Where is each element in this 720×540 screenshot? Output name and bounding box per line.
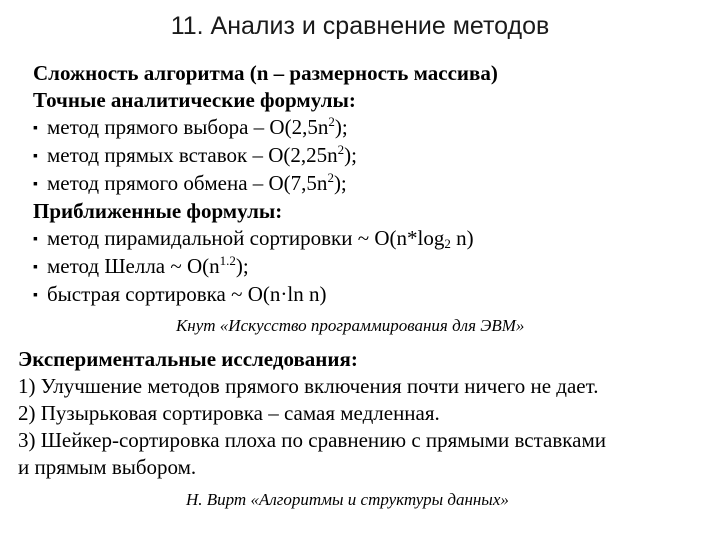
item-label: метод прямого обмена – [47,171,269,195]
knuth-citation: Кнут «Искусство программирования для ЭВМ» [176,316,525,335]
formula: O(2,5n [269,115,329,139]
exact-item-exchange [33,170,713,198]
slide-title: 11. Анализ и сравнение методов [170,12,550,40]
formula-subscript: 2 [444,236,451,251]
bullet-icon: ▪ [33,149,38,164]
item-label: метод пирамидальной сортировки ~ [47,226,375,250]
complexity-heading: Сложность алгоритма (n – размерность массива) [33,61,498,85]
experimental-item: 3) Шейкер-сортировка плоха по сравнению с прямыми вставками [18,428,606,452]
item-label: метод прямого выбора – [47,115,270,139]
approx-item-shell [33,253,713,281]
experimental-item: и прямым выбором. [18,455,197,479]
experimental-item: 1) Улучшение методов прямого включения почти ничего не дает. [18,374,599,398]
complexity-section [33,60,713,309]
wirth-citation: Н. Вирт «Алгоритмы и структуры данных» [186,490,509,509]
experimental-section [18,346,718,481]
item-label: метод прямых вставок – [47,143,269,167]
bullet-icon: ▪ [33,177,38,192]
bullet-icon: ▪ [33,121,38,136]
exact-formulas-heading: Точные аналитические формулы: [33,88,356,112]
formula-end: ); [235,254,249,278]
formula-exponent: 2 [327,170,334,185]
approx-item-heapsort [33,225,713,253]
formula: O(n·ln n) [247,282,327,306]
experimental-heading: Экспериментальные исследования: [18,347,358,371]
formula-end: ); [333,171,347,195]
experimental-item: 2) Пузырьковая сортировка – самая медленная. [18,401,440,425]
item-label: метод Шелла ~ [47,254,187,278]
formula-end: ); [344,143,357,167]
formula: O(n [187,254,220,278]
exact-item-selection [33,114,713,142]
formula-exponent: 2 [328,114,335,129]
formula-end: n) [450,226,474,250]
approx-formulas-heading: Приближенные формулы: [33,199,283,223]
item-label: быстрая сортировка ~ [47,282,248,306]
formula: O(2,25n [268,143,338,167]
formula-end: ); [334,115,348,139]
bullet-icon: ▪ [33,260,38,275]
formula-exponent: 2 [337,142,345,157]
bullet-icon: ▪ [33,288,38,303]
approx-item-quicksort [33,281,713,309]
exact-item-insertion [33,142,713,170]
formula: O(7,5n [268,171,328,195]
formula: O(n*log [374,226,445,250]
formula-exponent: 1.2 [219,253,236,268]
bullet-icon: ▪ [33,232,38,247]
